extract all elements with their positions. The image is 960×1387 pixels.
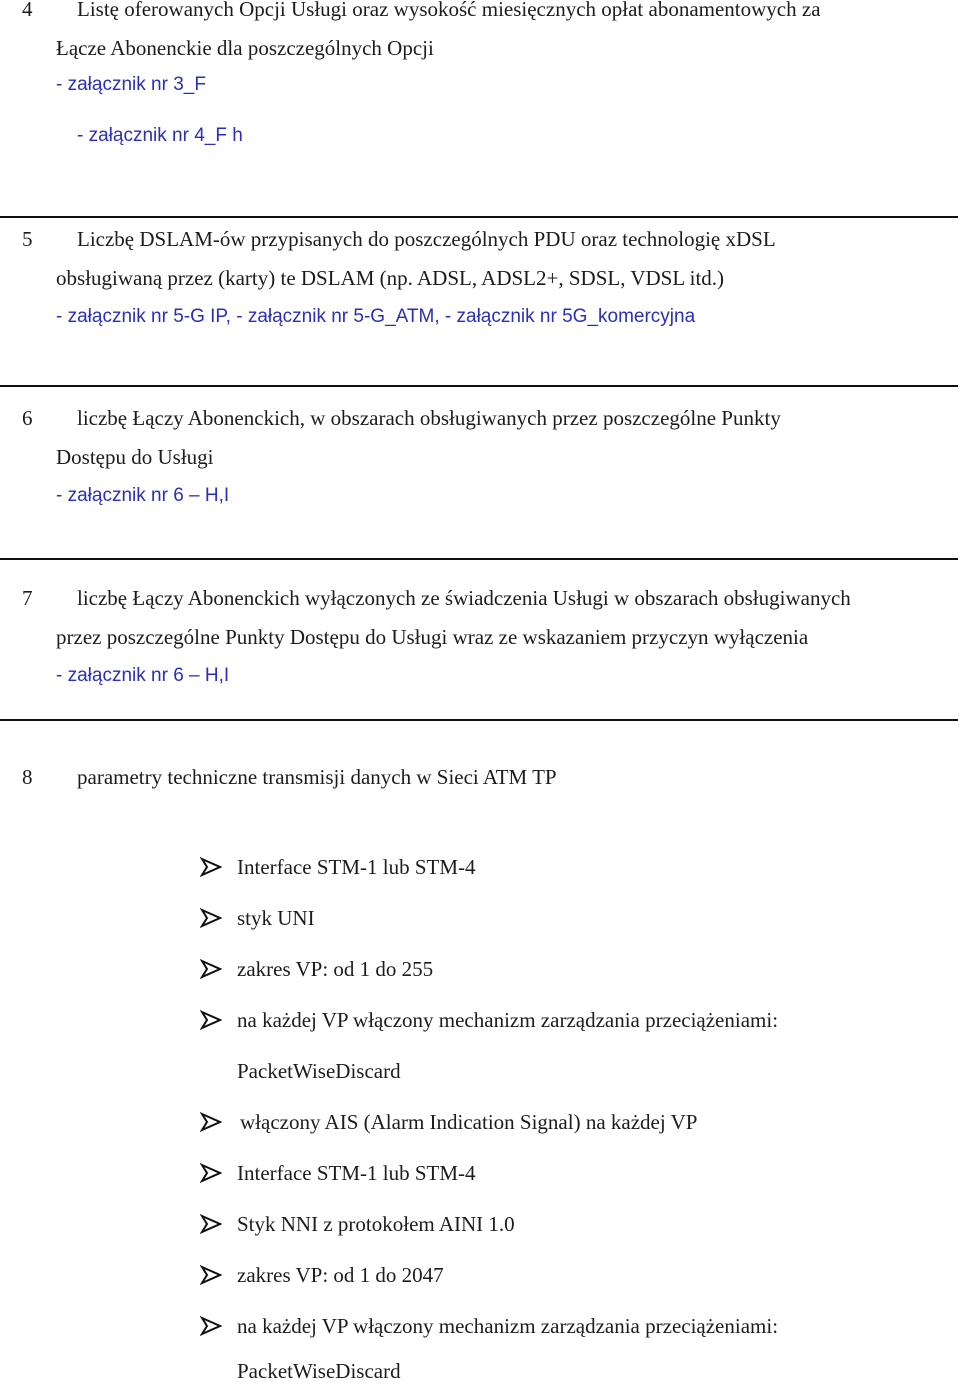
heading-line: Listę oferowanych Opcji Usługi oraz wysokość miesięcznych opłat abonamentowych za xyxy=(77,0,821,21)
section-number: 6 xyxy=(22,406,33,430)
section-number: 8 xyxy=(22,765,33,789)
arrowhead-bullet-icon xyxy=(200,1163,222,1183)
arrowhead-bullet-icon xyxy=(200,1316,222,1336)
heading-line: liczbę Łączy Abonenckich, w obszarach obsługiwanych przez poszczególne Punkty xyxy=(77,406,781,430)
arrowhead-bullet-icon xyxy=(200,857,222,877)
section-heading xyxy=(56,0,953,68)
section-divider xyxy=(0,385,958,387)
arrowhead-bullet-icon xyxy=(200,1010,222,1030)
section-number: 5 xyxy=(22,227,33,251)
arrowhead-bullet-icon xyxy=(200,908,222,928)
heading-line: przez poszczególne Punkty Dostępu do Usługi wraz ze wskazaniem przyczyn wyłączenia xyxy=(56,625,809,649)
attachment-reference: - załącznik nr 4_F h xyxy=(77,125,243,146)
attachment-reference: - załącznik nr 5-G IP, - załącznik nr 5-G_ATM, - załącznik nr 5G_komercyjna xyxy=(56,306,696,327)
heading-line: liczbę Łączy Abonenckich wyłączonych ze świadczenia Usługi w obszarach obsługiwanych xyxy=(77,586,851,610)
section-number: 4 xyxy=(22,0,33,21)
arrowhead-bullet-icon xyxy=(200,1112,222,1132)
heading-line: parametry techniczne transmisji danych w Sieci ATM TP xyxy=(77,765,557,789)
arrowhead-bullet-icon xyxy=(200,959,222,979)
section-heading xyxy=(56,220,953,298)
heading-line: Liczbę DSLAM-ów przypisanych do poszczególnych PDU oraz technologię xDSL xyxy=(77,227,776,251)
section-divider xyxy=(0,719,958,721)
heading-line: Dostępu do Usługi xyxy=(56,445,214,469)
arrowhead-bullet-icon xyxy=(200,1214,222,1234)
section-heading xyxy=(77,758,953,797)
section-divider xyxy=(0,216,958,218)
list-item-continuation: PacketWiseDiscard xyxy=(237,1359,401,1383)
heading-line: Łącze Abonenckie dla poszczególnych Opcji xyxy=(56,36,434,60)
section-heading xyxy=(56,399,953,477)
list-item-continuation: PacketWiseDiscard xyxy=(237,1059,401,1083)
section-divider xyxy=(0,558,958,560)
attachment-reference: - załącznik nr 6 – H,I xyxy=(56,665,230,686)
arrowhead-bullet-icon xyxy=(200,1265,222,1285)
heading-line: obsługiwaną przez (karty) te DSLAM (np. ADSL, ADSL2+, SDSL, VDSL itd.) xyxy=(56,266,725,290)
attachment-reference: - załącznik nr 3_F xyxy=(56,74,206,95)
section-number: 7 xyxy=(22,586,33,610)
section-heading xyxy=(56,579,953,657)
attachment-reference: - załącznik nr 6 – H,I xyxy=(56,485,230,506)
